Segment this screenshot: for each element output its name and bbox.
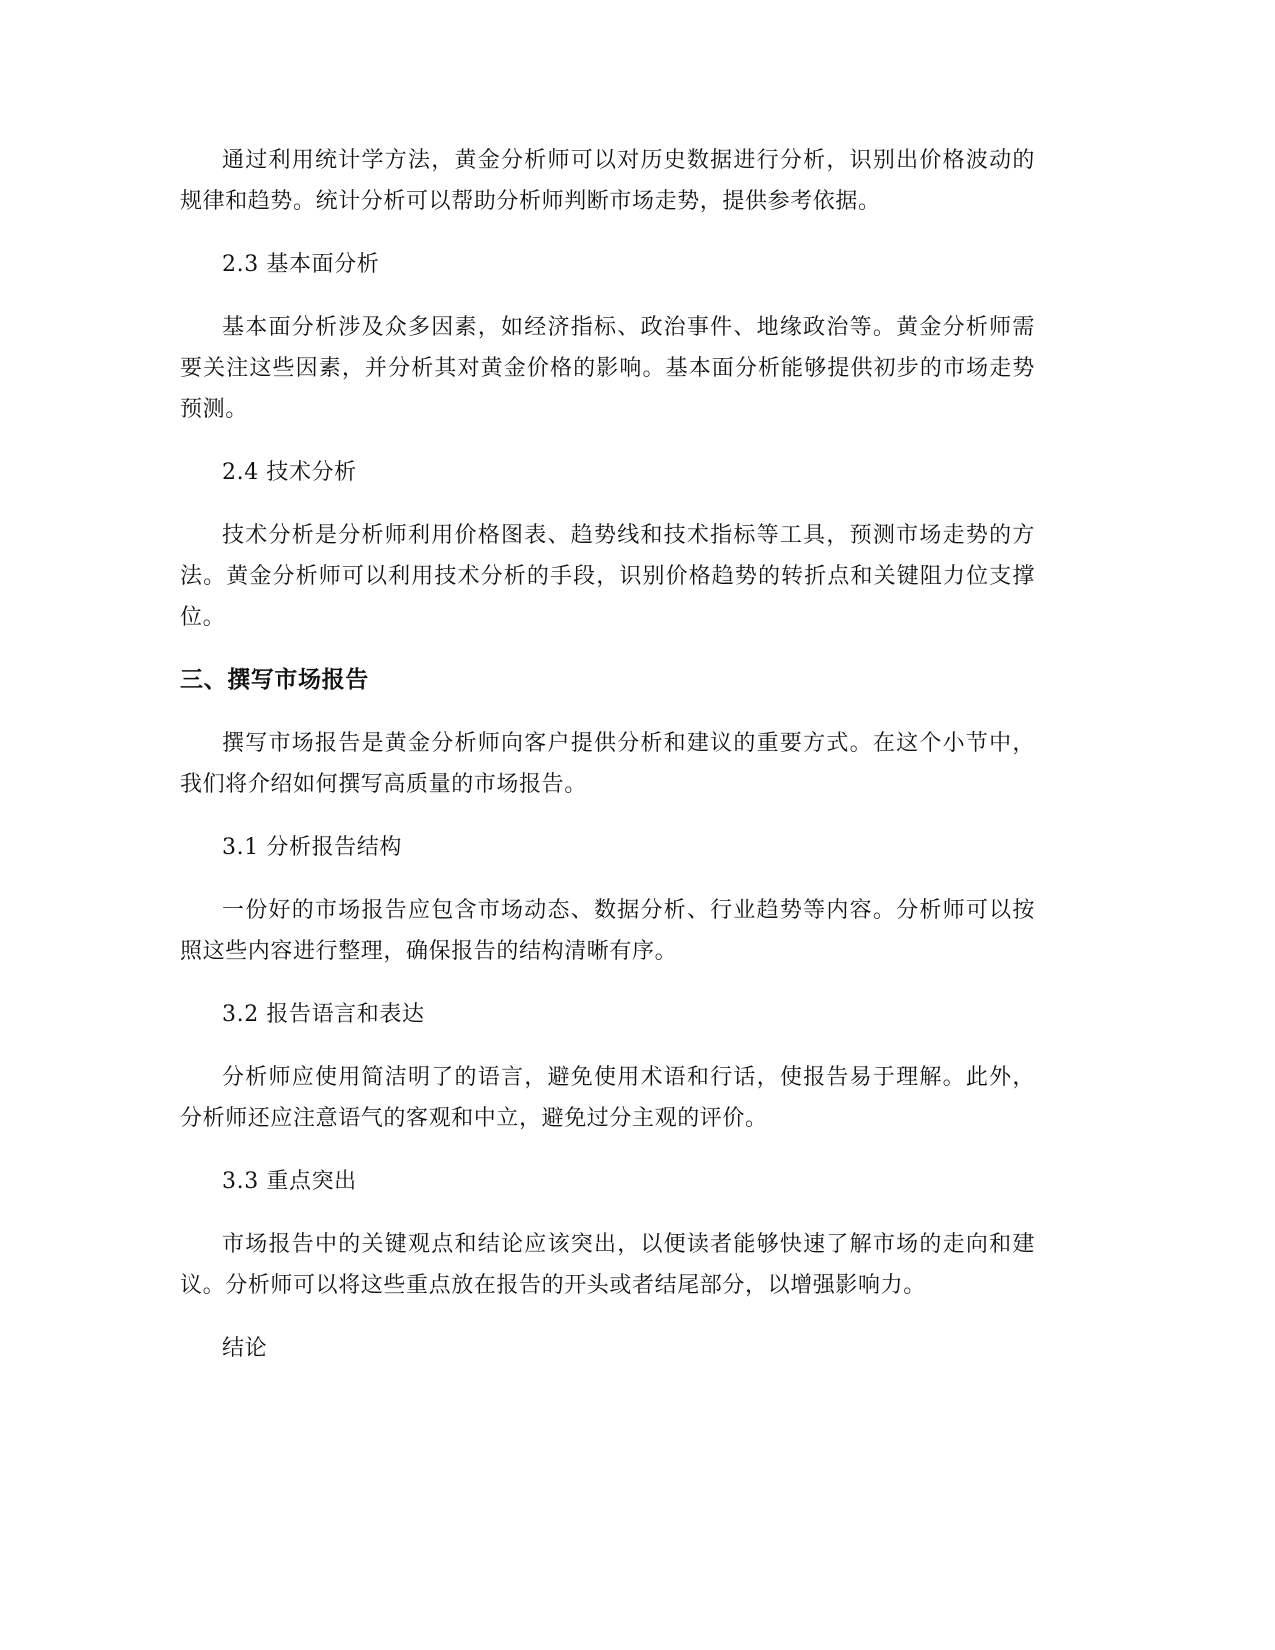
paragraph-report-structure: 一份好的市场报告应包含市场动态、数据分析、行业趋势等内容。分析师可以按照这些内容进行整理，确保报告的结构清晰有序。 (180, 898, 1035, 964)
paragraph-technical-analysis: 技术分析是分析师利用价格图表、趋势线和技术指标等工具，预测市场走势的方法。黄金分析师可以利用技术分析的手段，识别价格趋势的转折点和关键阻力位支撑位。 (180, 523, 1035, 630)
subheading-conclusion: 结论 (222, 1336, 268, 1361)
subheading-3-2: 3.2 报告语言和表达 (222, 1002, 425, 1027)
section-title-3: 三、撰写市场报告 (180, 667, 369, 693)
subheading-3-1: 3.1 分析报告结构 (222, 835, 402, 860)
subheading-2-3: 2.3 基本面分析 (222, 252, 380, 277)
paragraph-statistical-analysis: 通过利用统计学方法，黄金分析师可以对历史数据进行分析，识别出价格波动的规律和趋势。统计分析可以帮助分析师判断市场走势，提供参考依据。 (180, 148, 1035, 214)
paragraph-report-language: 分析师应使用简洁明了的语言，避免使用术语和行话，使报告易于理解。此外，分析师还应注意语气的客观和中立，避免过分主观的评价。 (180, 1065, 1035, 1131)
subheading-2-4: 2.4 技术分析 (222, 460, 357, 485)
paragraph-key-points: 市场报告中的关键观点和结论应该突出，以便读者能够快速了解市场的走向和建议。分析师可以将这些重点放在报告的开头或者结尾部分，以增强影响力。 (180, 1232, 1035, 1298)
paragraph-report-intro: 撰写市场报告是黄金分析师向客户提供分析和建议的重要方式。在这个小节中，我们将介绍如何撰写高质量的市场报告。 (180, 731, 1035, 797)
document-body (180, 140, 1035, 1391)
subheading-3-3: 3.3 重点突出 (222, 1169, 357, 1194)
paragraph-fundamental-analysis: 基本面分析涉及众多因素，如经济指标、政治事件、地缘政治等。黄金分析师需要关注这些因素，并分析其对黄金价格的影响。基本面分析能够提供初步的市场走势预测。 (180, 315, 1035, 422)
